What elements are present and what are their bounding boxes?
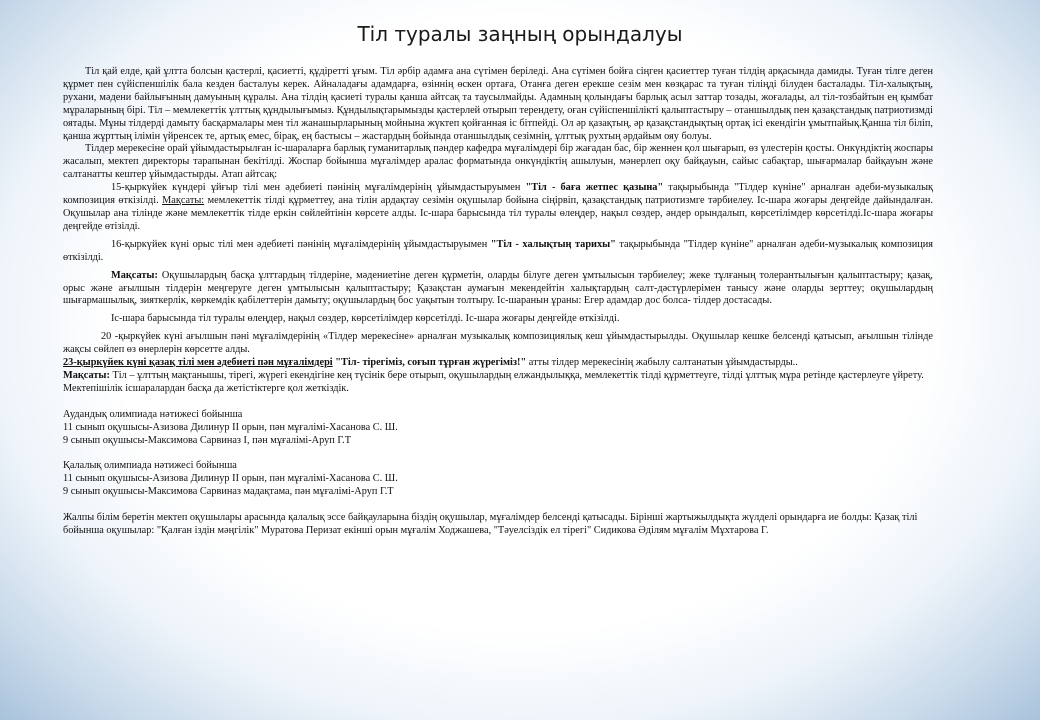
paragraph-intro: Тіл қай елде, қай ұлтта болсын қастерлі, қасиетті, құдіретті ұғым. Тіл әрбір адамға ана сүтімен беріледі. Ана сүтімен бойға сіңген қасиеттер туған тілдің арқасында дамиды. Туған тілге деген құрмет пен сүйіспеншілік бала кезден басталуы керек. Айналадағы адамдарға, өзіннің өскен ортаға, Отанға деген ерекше сезім мен көзқарас та туған тіліңді білуден басталады. Тіл-халықтың, рухани, мәдени байлығының дамуының құралы. Ана тілдің қасиеті туралы қанша айтсақ та таусылмайды. Адамның қолындағы барлық асыл заттар тозады, жоғалады, ал тіл-тозбайтын ең қымбат мұраларының бірі. Тіл – мемлекеттік ұлттық құндылығымыз. Құндылықтарымызды қастерлей отырып терендету, оған сүйіспеншілікті қалыптастыру – отаншылдық пен қазақстандық патриотизмді оятады. Мұны тілдерді дамыту басқармалары мен тіл жанашырларының мойнына жүктеп қойғанная іс бітпейді. Ол әр қазақтың, әр қазақстандықтың ортақ ісі екендігін ұмытпайық.Қанша тіл біліп, қанша жұрттың ілімін үйренсек те, артық емес, бірақ, ең бастысы – жастардың бойында отаншылдық сезімнің, ұлттық рухтың әрдайым ояу болуы.	[63, 66, 933, 142]
city-result-2: 9 сынып оқушысы-Максимова Сарвиназ мадақтама, пән мұғалімі-Аруп Г.Т	[63, 486, 394, 498]
paragraph-sept20: 20 -қыркүйек күні ағылшын пәні мұғалімдерінің «Тілдер мерекесіне» арналған музыкалық композициялық кеш ұйымдастырылды. Оқушылар кешке белсенді қатысып, ағылшын тілінде жақсы сөйлеп өз өнерлерін көрсетте алды.	[63, 331, 933, 356]
text-span: мемлекеттік тілді құрметтеу, ана тілін ардақтау сезімін оқушылар бойына сіңірвіп, қазақстандық патриотизмге тәрбиелеу. Іс-шара жоғары деңгейде дайындалған. Оқушылар ана тілінде және мемлекеттік тілде еркін сөйлейтінін көрсете алды. Іс-шара барысында тіл туралы өлеңдер, нақыл сөздер, әндер орындалып, көрсетілімдер көрсетілді.Іс-шара жоғары деңгейде өтізілді.	[63, 195, 933, 232]
text-span: тақырыбында "Тілдер күніне" арналған әдеби-музыкалық композиция өткізілді.	[63, 182, 933, 207]
goal-label: Мақсаты:	[162, 195, 205, 207]
text-span: атты тілдер мерекесінің жабылу салтанатын ұйымдастырды..	[526, 357, 798, 369]
paragraph-festival: Тілдер мерекесіне орай ұйымдастырылған іс-шараларға барлық гуманитарлық пәндер кафедра мұғалімдері бір жағадан бас, бір женнен қол шығарып, өз үлестерін қосты. Онкүндіктің жоспары жасалып, мектеп директоры тарапынан бекітілді. Жоспар бойынша мұғалімдер аралас форматында онкүндіктің ашылуын, мәнерлеп оқу байқауын, сайыс сабақтар, шығармалар байқауын және салтанатты кештер ұйымдастырды. Атап айтсақ:	[63, 143, 933, 181]
text-span: Тіл – ұлттың мақтанышы, тірегі, жүрегі екендігіне кең түсінік бере отырып, оқушылардың елжандылыққа, мемлекеттік тілді құрметтеуге, тілді ұлттық мұра ретінде қастерлеуге үйрету.	[109, 369, 924, 381]
event-title: "Тіл - баға жетпес қазына"	[525, 182, 664, 194]
city-heading: Қалалық олимпиада нәтижесі бойынша	[63, 460, 237, 472]
city-result-1: 11 сынып оқушысы-Азизова Дилинур II орын, пән мұғалімі-Хасанова С. Ш.	[63, 473, 398, 485]
event-title: "Тіл - халықтың тарихы"	[490, 238, 616, 250]
text-span: Оқушылардың басқа ұлттардың тілдеріне, мәдениетіне деген құрметін, оларды білуге деген ұмтылысын тәрбиелеу; жеке тұлғаның толерантылығын қалыптастыру; қазақ, орыс және ағылшын тілдерін меңгеруге деген ұмтылысын қалыптастыру; Қазақстан аумағын мекендейтін халықтардың салт-дәстүрлерімен танысу және оларды зерттеу; оқушылардың шығармашылық, зияткерлік, көркемдік қабілеттерін дамыту; оқушылардың бос уақытын толтыру. Іс-шаранын ұраны: Егер адамдар дос болса- тілдер достасады.	[63, 269, 933, 307]
text-span: 16-қыркүйек күні орыс тілі мен әдебиеті пәнінің мұғалімдерінің ұйымдастыруымен	[111, 238, 491, 250]
spacer	[63, 447, 933, 460]
district-result-1: 11 сынып оқушысы-Азизова Дилинур II орын, пән мұғалімі-Хасанова С. Ш.	[63, 421, 398, 433]
document-body	[63, 66, 933, 538]
goal-label: Мақсаты:	[63, 369, 110, 381]
text-span: 15-қыркүйек күндері ұйғыр тілі мен әдебиеті пәнінің мұғалімдерінің ұйымдастыруымен	[111, 182, 526, 194]
paragraph-sept16	[63, 239, 933, 265]
paragraph-goal-1	[63, 270, 933, 309]
spacer	[63, 499, 933, 512]
date-label: 23-қыркүйек күні қазақ тілі мен әдебиеті пән мұғалімдері	[63, 357, 333, 369]
event-title: "Тіл- тірегіміз, соғып тұрған жүрегіміз!"	[332, 357, 527, 369]
paragraph-sept15	[63, 182, 933, 234]
paragraph-sept23	[63, 357, 933, 370]
district-heading: Аудандық олимпиада нәтижесі бойынша	[63, 408, 243, 420]
paragraph-essay-contest: Жалпы білім беретін мектеп оқушылары арасында қалалық эссе байқауларына біздің оқушылар, мұғалімдер белсенді қатысады. Бірінші жартыжылдықта жүлделі орындарға ие болды: Қазақ тілі бойынша оқушылар: "Қалған іздін мәңгілік" Муратова Перизат екінші орын мұғалім Ходжашева, "Тәуелсіздік ел тірегі" Сидикова Әділям мұғалім Мұхтарова Г.	[63, 512, 918, 537]
paragraph-result: Іс-шара барысында тіл туралы өлеңдер, нақыл сөздер, көрсетілімдер көрсетілді. Іс-шара жоғары деңгейде өткізілді.	[111, 313, 620, 325]
paragraph-goal-2	[63, 370, 933, 383]
page-title: Тіл туралы заңның орындалуы	[357, 22, 683, 46]
goal-label: Мақсаты:	[111, 269, 158, 281]
district-result-2: 9 сынып оқушысы-Максимова Сарвиназ I, пән мұғалімі-Аруп Г.Т	[63, 434, 351, 446]
spacer	[63, 396, 933, 409]
text-span: тақырыбында "Тілдер күніне" арналған әдеби-музыкалық композиция өткізілді.	[63, 238, 933, 263]
paragraph-achievements: Мектепішілік ісшаралардан басқа да жетістіктерге қол жеткіздік.	[63, 382, 349, 394]
